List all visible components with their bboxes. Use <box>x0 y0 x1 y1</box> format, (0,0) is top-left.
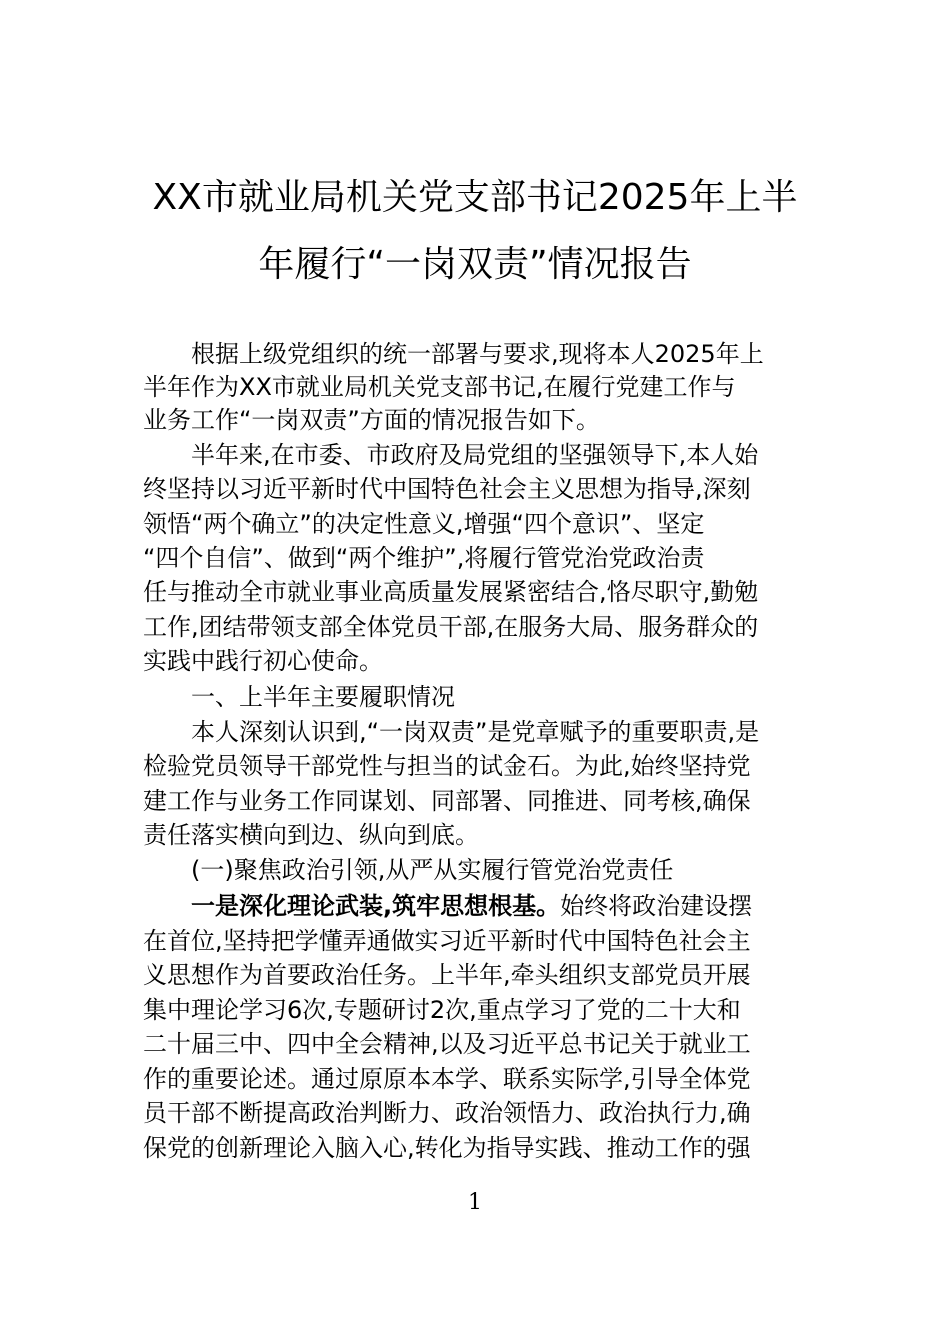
paragraph-line: 业务工作“一岗双责”方面的情况报告如下。 <box>143 406 600 434</box>
paragraph-line: 领悟“两个确立”的决定性意义,增强“四个意识”、坚定 <box>143 510 705 538</box>
paragraph-line: 保党的创新理论入脑入心,转化为指导实践、推动工作的强 <box>143 1134 751 1162</box>
paragraph-line: 检验党员领导干部党性与担当的试金石。为此,始终坚持党 <box>143 752 751 780</box>
paragraph-line: 本人深刻认识到,“一岗双责”是党章赋予的重要职责,是 <box>191 718 760 746</box>
paragraph-line: 终坚持以习近平新时代中国特色社会主义思想为指导,深刻 <box>143 475 751 503</box>
document-title-line-2: 年履行“一岗双责”情况报告 <box>258 244 692 285</box>
paragraph-line: 二十届三中、四中全会精神,以及习近平总书记关于就业工 <box>143 1030 751 1058</box>
paragraph-line: 集中理论学习6次,专题研讨2次,重点学习了党的二十大和 <box>143 996 741 1024</box>
paragraph-line: 员干部不断提高政治判断力、政治领悟力、政治执行力,确 <box>143 1099 751 1127</box>
page-number: 1 <box>468 1190 482 1215</box>
paragraph-line: 义思想作为首要政治任务。上半年,牵头组织支部党员开展 <box>143 961 751 989</box>
bold-lead-text: 一是深化理论武装,筑牢思想根基。 <box>191 892 561 920</box>
paragraph-line: 作的重要论述。通过原原本本学、联系实际学,引导全体党 <box>143 1065 751 1093</box>
paragraph-line: 工作,团结带领支部全体党员干部,在服务大局、服务群众的 <box>143 613 759 641</box>
paragraph-line: 任与推动全市就业事业高质量发展紧密结合,恪尽职守,勤勉 <box>143 578 759 606</box>
paragraph-line: 在首位,坚持把学懂弄通做实习近平新时代中国特色社会主 <box>143 927 751 955</box>
paragraph-line: 建工作与业务工作同谋划、同部署、同推进、同考核,确保 <box>143 787 751 815</box>
paragraph-line: 实践中践行初心使命。 <box>143 647 383 675</box>
section-heading: 一、上半年主要履职情况 <box>191 683 455 711</box>
paragraph-text: 始终将政治建设摆 <box>560 892 753 920</box>
paragraph-line: “四个自信”、做到“两个维护”,将履行管党治党政治责 <box>143 544 705 572</box>
paragraph-line-with-lead <box>191 889 808 923</box>
document-title-line-1: XX市就业局机关党支部书记2025年上半 <box>152 177 798 218</box>
paragraph-line: 根据上级党组织的统一部署与要求,现将本人2025年上 <box>191 340 764 368</box>
subsection-heading: (一)聚焦政治引领,从严从实履行管党治党责任 <box>191 856 674 884</box>
paragraph-line: 责任落实横向到边、纵向到底。 <box>143 821 479 849</box>
paragraph-line: 半年来,在市委、市政府及局党组的坚强领导下,本人始 <box>191 441 759 469</box>
paragraph-line: 半年作为XX市就业局机关党支部书记,在履行党建工作与 <box>143 373 736 401</box>
